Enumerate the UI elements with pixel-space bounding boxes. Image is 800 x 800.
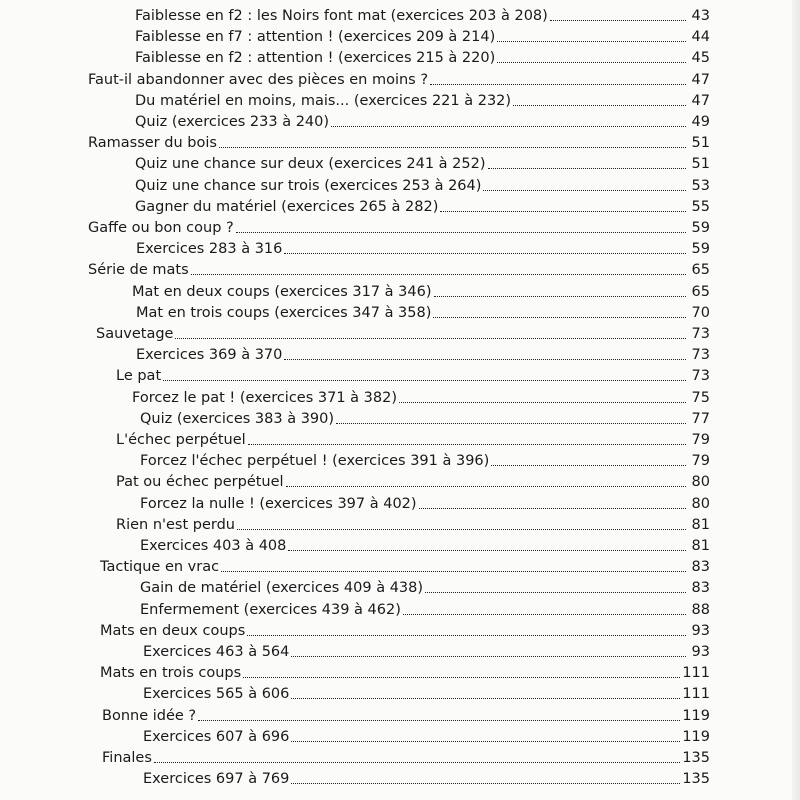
dot-leader [336, 423, 686, 424]
toc-section [88, 215, 710, 237]
toc-section [96, 321, 710, 343]
toc-entry-title: Faiblesse en f7 : attention ! (exercices 209 à 214) [135, 29, 496, 46]
dot-leader [291, 741, 680, 742]
toc-entry [143, 724, 710, 746]
dot-leader [550, 20, 686, 21]
dot-leader [248, 444, 686, 445]
toc-entry-page: 43 [691, 8, 710, 24]
dot-leader [491, 465, 686, 466]
toc-entry [135, 45, 710, 67]
dot-leader [219, 147, 686, 148]
toc-entry-title: Forcez le pat ! (exercices 371 à 382) [132, 389, 398, 406]
dot-leader [284, 359, 686, 360]
toc-section-title: Bonne idée ? [102, 707, 197, 724]
toc-entry-page: 53 [691, 177, 710, 194]
toc-section-title: Tactique en vrac [100, 559, 220, 576]
toc-section [102, 745, 710, 767]
toc-section-title: Mats en trois coups [100, 665, 242, 682]
toc-section-page: 119 [682, 707, 710, 724]
toc-entry [136, 300, 710, 322]
dot-leader [331, 126, 686, 127]
toc-subsection-title: Le pat [116, 368, 162, 385]
dot-leader [497, 41, 686, 42]
toc-entry [132, 385, 710, 407]
toc-entry-title: Quiz une chance sur trois (exercices 253 à 264) [135, 177, 482, 194]
toc-section-page: 47 [691, 71, 710, 88]
dot-leader [175, 338, 686, 339]
toc-entry-title: Faiblesse en f2 : attention ! (exercices 215 à 220) [135, 50, 496, 67]
toc-subsection-title: Pat ou échec perpétuel [116, 474, 284, 491]
toc-entry [143, 681, 710, 703]
dot-leader [291, 783, 680, 784]
toc-entry-page: 135 [682, 771, 710, 788]
toc-entry [140, 533, 710, 555]
toc-entry [140, 575, 710, 597]
toc-subsection-page: 80 [691, 474, 710, 491]
toc-entry-title: Mat en deux coups (exercices 317 à 346) [132, 283, 432, 300]
toc-entry-title: Du matériel en moins, mais... (exercices 221 à 232) [135, 92, 512, 109]
toc-entry [140, 491, 710, 513]
toc-entry [135, 24, 710, 46]
toc-entry-page: 55 [691, 198, 710, 215]
toc-entry-page: 80 [691, 495, 710, 512]
toc-entry [140, 597, 710, 619]
dot-leader [433, 317, 686, 318]
dot-leader [163, 380, 686, 381]
toc-entry-title: Exercices 607 à 696 [143, 728, 290, 745]
toc-subsection-page: 79 [691, 432, 710, 448]
toc-entry-page: 93 [691, 644, 710, 660]
toc-section [88, 257, 710, 279]
toc-entry [143, 639, 710, 661]
toc-subsection-page: 73 [691, 368, 710, 385]
dot-leader [236, 232, 686, 233]
dot-leader [286, 486, 686, 487]
toc-section [100, 618, 710, 640]
toc-section-page: 59 [691, 220, 710, 236]
toc-entry-page: 51 [691, 156, 710, 173]
dot-leader [483, 190, 686, 191]
toc-entry-title: Exercices 565 à 606 [143, 686, 290, 703]
toc-entry-page: 59 [691, 241, 710, 258]
dot-leader [221, 571, 686, 572]
toc-entry-title: Exercices 463 à 564 [143, 644, 290, 660]
dot-leader [497, 62, 686, 63]
toc-entry-page: 81 [691, 538, 710, 554]
toc-entry [135, 3, 710, 25]
dot-leader [191, 274, 686, 275]
toc-entry-title: Gain de matériel (exercices 409 à 438) [140, 580, 424, 597]
toc-entry [135, 194, 710, 216]
toc-subsection [116, 512, 710, 534]
toc-subsection [116, 469, 710, 491]
toc-subsection [116, 363, 710, 385]
dot-leader [440, 211, 686, 212]
toc-entry-title: Quiz une chance sur deux (exercices 241 à 252) [135, 156, 486, 173]
toc-section [100, 554, 710, 576]
toc-entry-title: Exercices 283 à 316 [136, 241, 283, 258]
toc-section-title: Gaffe ou bon coup ? [88, 220, 234, 236]
toc-subsection-title: L'échec perpétuel [116, 432, 246, 448]
toc-section [88, 67, 710, 89]
toc-section-page: 51 [691, 135, 710, 152]
toc-entry-page: 49 [691, 114, 710, 130]
toc-entry-page: 73 [691, 347, 710, 364]
toc-section-page: 65 [691, 262, 710, 279]
toc-section-page: 83 [691, 559, 710, 576]
toc-entry-title: Forcez la nulle ! (exercices 397 à 402) [140, 495, 417, 512]
toc-entry [135, 151, 710, 173]
toc-entry [140, 448, 710, 470]
dot-leader [513, 105, 686, 106]
toc-section-title: Mats en deux coups [100, 622, 246, 639]
dot-leader [425, 592, 686, 593]
toc-entry-page: 77 [691, 410, 710, 427]
toc-entry [136, 236, 710, 258]
page-edge [792, 0, 800, 800]
toc-entry-page: 119 [682, 728, 710, 745]
toc-entry-page: 75 [691, 389, 710, 406]
dot-leader [243, 677, 680, 678]
toc-entry [143, 766, 710, 788]
toc-section-title: Faut-il abandonner avec des pièces en moins ? [88, 71, 429, 88]
toc-entry-page: 44 [691, 29, 710, 46]
toc-section-page: 73 [691, 326, 710, 342]
toc-entry-page: 47 [691, 92, 710, 109]
dot-leader [154, 762, 680, 763]
toc-subsection-page: 81 [691, 516, 710, 533]
toc-section [102, 703, 710, 725]
toc-entry [136, 342, 710, 364]
toc-entry-page: 83 [691, 580, 710, 597]
dot-leader [291, 656, 686, 657]
dot-leader [284, 253, 686, 254]
toc-section [100, 660, 710, 682]
dot-leader [488, 168, 686, 169]
dot-leader [434, 296, 686, 297]
toc-entry-page: 70 [691, 304, 710, 321]
toc-entry-title: Quiz (exercices 383 à 390) [140, 410, 335, 427]
dot-leader [247, 635, 686, 636]
dot-leader [403, 614, 686, 615]
toc-entry [135, 88, 710, 110]
toc-subsection-title: Rien n'est perdu [116, 516, 235, 533]
toc-section-page: 93 [691, 622, 710, 639]
toc-entry-page: 88 [691, 601, 710, 618]
toc-section-page: 111 [682, 665, 710, 682]
toc-entry-page: 45 [691, 50, 710, 67]
dot-leader [288, 550, 686, 551]
toc-entry-title: Mat en trois coups (exercices 347 à 358) [136, 304, 432, 321]
toc-section-title: Sauvetage [96, 326, 174, 342]
toc-section-title: Série de mats [88, 262, 189, 279]
toc-entry [135, 109, 710, 131]
dot-leader [419, 508, 686, 509]
toc-section-title: Ramasser du bois [88, 135, 217, 152]
toc-entry-page: 65 [691, 283, 710, 300]
toc-entry [135, 173, 710, 195]
toc-entry-title: Quiz (exercices 233 à 240) [135, 114, 330, 130]
dot-leader [198, 720, 680, 721]
toc-entry-title: Faiblesse en f2 : les Noirs font mat (exercices 203 à 208) [135, 8, 548, 24]
toc-entry-page: 111 [682, 686, 710, 703]
toc-entry-title: Enfermement (exercices 439 à 462) [140, 601, 401, 618]
toc-entry [140, 406, 710, 428]
toc-entry-title: Gagner du matériel (exercices 265 à 282) [135, 198, 439, 215]
dot-leader [430, 84, 686, 85]
dot-leader [291, 698, 680, 699]
toc-entry-title: Exercices 369 à 370 [136, 347, 283, 364]
toc-section-page: 135 [682, 750, 710, 766]
toc-entry-title: Exercices 403 à 408 [140, 538, 287, 554]
toc-entry-title: Forcez l'échec perpétuel ! (exercices 391 à 396) [140, 453, 490, 470]
toc-entry [132, 279, 710, 301]
dot-leader [399, 402, 686, 403]
dot-leader [237, 529, 686, 530]
toc-section-title: Finales [102, 750, 152, 766]
toc-entry-page: 79 [691, 453, 710, 470]
toc-section [88, 130, 710, 152]
toc-entry-title: Exercices 697 à 769 [143, 771, 290, 788]
toc-subsection [116, 427, 710, 449]
